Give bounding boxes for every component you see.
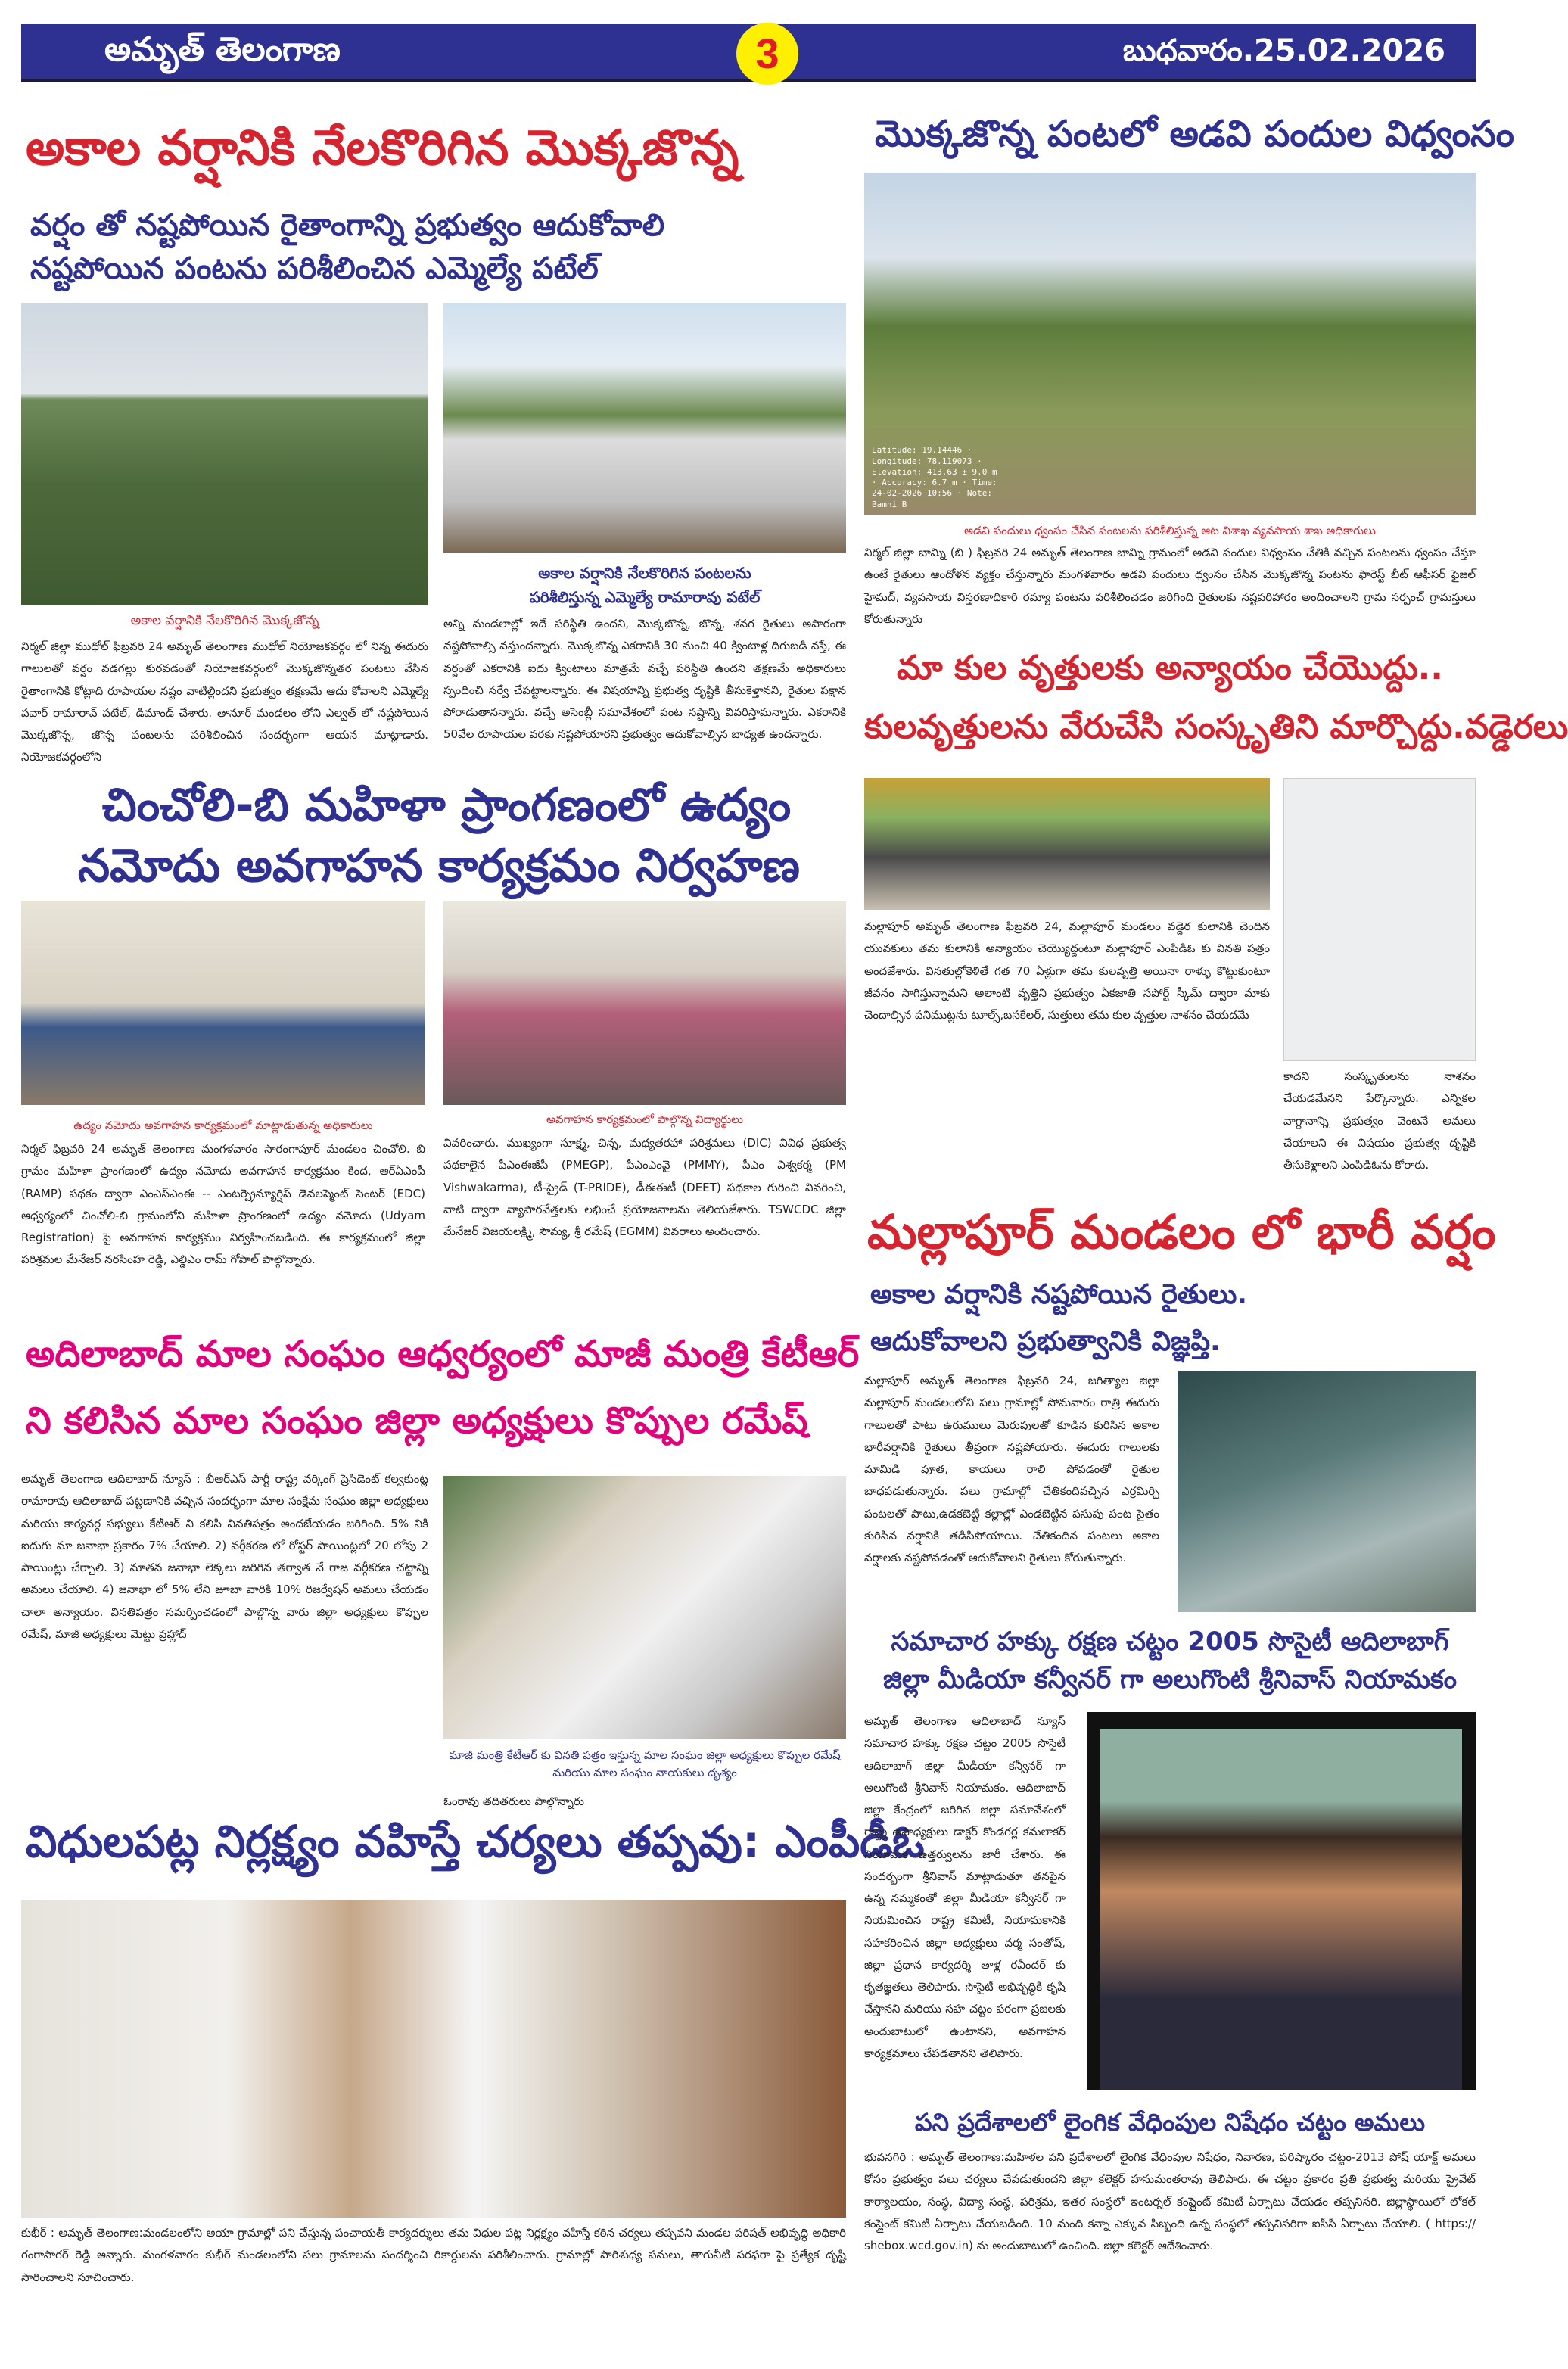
photo-mpdo-inspection (21, 1900, 846, 2218)
headline-vaddera-2: కులవృత్తులను వేరుచేసి సంస్కృతిని మార్చొద్దు.వడ్డెరలు (864, 708, 1568, 746)
article-body: భువనగిరి : అమృత్ తెలంగాణ:మహిళల పని ప్రదేశాలలో లైంగిక వేధింపుల నిషేధం, నివారణ, పరిష్కారం చట్టం-2013 పోష్ యాక్ట్ అమలు కోసం ప్రభుత్వం పలు చర్యలు చేపడుతుందని జిల్లా కలెక్టర్ హనుమంతరావు తెలిపారు. ఈ చట్టం ప్రకారం ప్రతి ప్రభుత్వ మరియు ప్రైవేట్ కార్యాలయం, సంస్థ, విద్యా సంస్థ, పరిశ్రమ, ఇతర సంస్థలో ఇంటర్నల్ కంప్లైంట్ కమిటీ ఏర్పాటు చేయడం తప్పనిసరి. జిల్లాస్థాయిలో లోకల్ కంప్లైంట్ కమిటీ ఏర్పాటు చేయబడింది. 10 మంది కన్నా ఎక్కువ సిబ్బంది ఉన్న సంస్థలో తప్పనిసరిగా ఐసీసీ ఏర్పాటు చేయాలి. ( https:// shebox.wcd.gov.in) ను అందుబాటులో ఉంచింది. జిల్లా కలెక్టర్ ఆదేశించారు. (864, 2150, 1476, 2252)
gps-stamp: Latitude: 19.14446 · Longitude: 78.119073 · Elevation: 413.63 ± 9.0 m · Accuracy: 6.7 m · Time: 24-02-2026 10:56 · Note: Bamni B (872, 445, 997, 509)
headline-mala-sangham: అదిలాబాద్ మాల సంఘం ఆధ్వర్యంలో మాజీ మంత్రి కేటీఆర్ (26, 1333, 860, 1375)
article-body: వివరించారు. ముఖ్యంగా సూక్ష్మ, చిన్న, మధ్యతరహా పరిశ్రమలు (DIC) వివిధ ప్రభుత్వ పథకాలైన పీఎంఈజీపీ (PMEGP), పీఎంఎంవై (PMMY), పీఎం విశ్వకర్మ (PM Vishwakarma), టీ-ప్రైడ్ (T-PRIDE), డీఈఈటీ (DEET) పథకాల గురించి వివరించి, వాటి ద్వారా వ్యాపారవేత్తలకు లభించే ప్రయోజనాలను తెలియజేశారు. TSWCDC జిల్లా మేనేజర్ విజయలక్ష్మి, సౌమ్య, శ్రీ రమేష్ (EGMM) వివరాలు అందించారు. (443, 1136, 846, 1238)
photo-vaddera-group (864, 778, 1270, 910)
headline-mpdo: విధులపట్ల నిర్లక్ష్యం వహిస్తే చర్యలు తప్పవు: ఎంపీడీఓ (26, 1816, 925, 1867)
subheadline: వర్షం తో నష్టపోయిన రైతాంగాన్ని ప్రభుత్వం ఆదుకోవాలి (30, 208, 665, 243)
newspaper-logo: అమృత్ తెలంగాణ (104, 30, 341, 69)
headline-rti-2: జిల్లా మీడియా కన్వీనర్ గా అలుగొంటి శ్రీనివాస్ నియామకం (883, 1664, 1457, 1695)
headline-posh-act: పని ప్రదేశాలలో లైంగిక వేధింపుల నిషేధం చట్టం అమలు (914, 2108, 1426, 2137)
headline-udyam-2: నమోదు అవగాహన కార్యక్రమం నిర్వహణ (78, 839, 800, 892)
photo-wild-boar-damage (864, 173, 1476, 515)
headline-mala-sangham-2: ని కలిసిన మాల సంఘం జిల్లా అధ్యక్షులు కొప్పుల రమేష్ (26, 1399, 808, 1442)
subheadline: ఆదుకోవాలని ప్రభుత్వానికి విజ్ఞప్తి. (870, 1326, 1221, 1357)
masthead (21, 24, 1476, 82)
article-body: కుభీర్ : అమృత్ తెలంగాణ:మండలంలోని అయా గ్రామాల్లో పని చేస్తున్న పంచాయతీ కార్యదర్శులు తమ విధుల పట్ల నిర్లక్ష్యం వహిస్తే కఠిన చర్యలు తప్పవని మండల పరిషత్ అభివృద్ధి అధికారి గంగాసాగర్ రెడ్డి అన్నారు. మంగళవారం కుభీర్ మండలంలోని పలు గ్రామాలను సందర్శించి రికార్డులను పరిశీలించారు. గ్రామాల్లో పారిశుధ్య పనులు, తాగునీటి సరఫరా పై ప్రత్యేక దృష్టి సారించాలని సూచించారు. (21, 2226, 846, 2284)
issue-date: బుధవారం.25.02.2026 (1122, 33, 1445, 68)
photo-caption: అవగాహన కార్యక్రమంలో పాల్గొన్న విద్యార్థులు (546, 1113, 743, 1126)
article-body: మల్లాపూర్ అమృత్ తెలంగాణ ఫిబ్రవరి 24, జగిత్యాల జిల్లా మల్లాపూర్ మండలంలోని పలు గ్రామాల్లో సోమవారం రాత్రి ఈదురు గాలులతో పాటు ఉరుములు మెరుపులతో కూడిన కురిసిన అకాల భారీవర్షానికి రైతులు తీవ్రంగా నష్టపోయారు. ఈదురు గాలులకు మామిడి పూత, కాయలు రాలి పోవడంతో రైతుల బాధపడుతున్నారు. పలు గ్రామాల్లో చేతికందివచ్చిన ఎర్రమిర్చి పంటలతో పాటు,ఉడకబెట్టి కల్లాల్లో ఎండబెట్టిన పసుపు పంట సైతం కురిసిన వర్షానికి తడిసిపోయాయి. చేతికందిన పంటలు అకాల వర్షాలకు నష్టపోవడంతో ఆదుకోవాలని రైతులు కోరుతున్నారు. (864, 1374, 1159, 1564)
photo-udyam-officials (21, 901, 425, 1105)
photo-caption: మాజీ మంత్రి కేటీఆర్ కు వినతి పత్రం ఇస్తున్న మాల సంఘం జిల్లా అధ్యక్షులు కొప్పుల రమేష్ మరియు మాల సంఘం నాయకులు దృశ్యం (449, 1748, 841, 1779)
photo-caption: పరిశీలిస్తున్న ఎమ్మెల్యే రామారావు పటేల్ (529, 588, 761, 606)
article-body: అన్ని మండలాల్లో ఇదే పరిస్థితి ఉందని, మొక్కజొన్న, జొన్న, శనగ రైతులు అపారంగా నష్టపోవాల్సి వస్తుందన్నారు. మొక్కజొన్న ఎకరానికి 30 నుంచి 40 క్వింటాళ్ల దిగుబడి వస్తే, ఈ వర్షంతో ఎకరానికి ఐదు క్వింటాలు మాత్రమే వచ్చే పరిస్థితి ఉందని తక్షణమే అధికారులు స్పందించి సర్వే చేపట్టాలన్నారు. ఈ విషయాన్ని ప్రభుత్వ దృష్టికి తీసుకెళ్తానని, రైతుల పక్షాన పోరాడుతానన్నారు. వచ్చే అసెంబ్లీ సమావేశంలో పంట నష్టాన్ని వివరిస్తామన్నారు. ఎకరానికి 50వేల రూపాయల వరకు నష్టపోయారని ప్రభుత్వం ఆదుకోవాల్సిన బాధ్యత ఉందన్నారు. (443, 617, 846, 742)
article-body: నిర్మల్ జిల్లా బామ్ని (బి ) ఫిబ్రవరి 24 అమృత్ తెలంగాణ బామ్ని గ్రామంలో అడవి పందుల విధ్వంసం చేతికి వచ్చిన పంటలను ధ్వంసం చేస్తూ ఉంటే రైతులు ఆందోళన వ్యక్తం చేస్తున్నారు మంగళవారం అడవి పందులు ధ్వంసం చేసిన మొక్కజొన్న పంటను ఫారెస్ట్ బీట్ ఆఫీసర్ ఫైజల్ హైమద్, వ్యవసాయ విస్తరణాధికారి రమ్యా పంటను పరిశీలించడం జరిగింది రైతులకు నష్టపరిహారం అందించాలని గ్రామ సర్పంచ్ గ్రామస్తులు కోరుతున్నారు (864, 546, 1476, 626)
article-body: నిర్మల్ జిల్లా ముధోల్ ఫిబ్రవరి 24 అమృత్ తెలంగాణ ముధోల్ నియోజకవర్గం లో నిన్న ఈదురు గాలులతో వర్షం వడగల్లు కురవడంతో నియోజకవర్గంలో మొక్కజొన్నతర పంటలు వేసిన రైతాంగానికి కోట్లాది రూపాయల నష్టం వాటిల్లిందని ప్రభుత్వం తక్షణమే ఆదు కోవాలని ఎమ్మెల్యే పవార్ రామారావ్ పటేల్, డిమాండ్ చేశారు. తానూర్ మండలం లోని ఎల్వత్ లో నష్టపోయిన మొక్కజొన్న, జొన్న పంటలను పరిశీలించిన సందర్భంగా ఆయన మాట్లాడారు. నియోజకవర్గంలోని (21, 640, 428, 764)
photo-caption: ఉద్యం నమోదు అవగాహన కార్యక్రమంలో మాట్లాడుతున్న అధికారులు (73, 1119, 373, 1132)
article-body: ఓంరావు తదితరులు పాల్గొన్నారు (443, 1795, 584, 1808)
article-body: అమృత్ తెలంగాణ ఆదిలాబాద్ న్యూస్ సమాచార హక్కు రక్షణ చట్టం 2005 సొసైటీ ఆదిలాబాగ్ జిల్లా మీడియా కన్వీనర్ గా అలుగొంటి శ్రీనివాస్ నియామకం. ఆదిలాబాద్ జిల్లా కేంద్రంలో జరిగిన జిల్లా సమావేశంలో రాష్ట్ర ఉపాధ్యక్షులు డాక్టర్ కొండగర్ల కమలాకర్ నియామక ఉత్తర్వులను జారీ చేశారు. ఈ సందర్భంగా శ్రీనివాస్ మాట్లాడుతూ తనపైన ఉన్న నమ్మకంతో జిల్లా మీడియా కన్వీనర్ గా నియమించిన రాష్ట్ర కమిటీ, నియామకానికి సహకరించిన జిల్లా అధ్యక్షులు వర్మ సంతోష్, జిల్లా ప్రధాన కార్యదర్శి తాళ్ల రవీందర్ కు కృతజ్ఞతలు తెలిపారు. సొసైటీ అభివృద్ధికి కృషి చేస్తానని మరియు సహ చట్టం పరంగా ప్రజలకు అందుబాటులో ఉంటానని, అవగాహన కార్యక్రమాలు చేపడతానని తెలిపారు. (864, 1714, 1066, 2060)
portrait-image (1100, 1729, 1462, 2090)
article-body: మల్లాపూర్ అమృత్ తెలంగాణ ఫిబ్రవరి 24, మల్లాపూర్ మండలం వడ్డెర కులానికి చెందిన యువకులు తమ కులానికి అన్యాయం చెయ్యొద్దంటూ మల్లాపూర్ ఎంపిడిఓ కు వినతి పత్రం అందజేశారు. వినతుల్లోకెళితే గత 70 ఏళ్లుగా తమ కులవృత్తి అయినా రాళ్ళు కొట్టుకుంటూ జీవనం సాగిస్తున్నామని అలాంటి వృత్తిని ప్రభుత్వం ఏకజాతి సపోర్ట్ స్కీమ్ ద్వారా మాకు చెందాల్సిన పనిముట్లను టూల్స్,బసకేలర్, సుత్తులు తమ కుల వృత్తుల నాశనం చేయదమే (864, 920, 1270, 1022)
page-number-badge: 3 (736, 23, 798, 85)
headline-mallapur-rain: మల్లాపూర్ మండలం లో భారీ వర్షం (867, 1204, 1496, 1259)
headline-wild-boar: మొక్కజొన్న పంటలో అడవి పందుల విధ్వంసం (875, 113, 1514, 155)
photo-heavy-rain (1178, 1371, 1476, 1612)
headline-maize-rain: అకాల వర్షానికి నేలకొరిగిన మొక్కజొన్న (26, 120, 739, 176)
article-body: నిర్మల్ ఫిబ్రవరి 24 అమృత్ తెలంగాణ మంగళవారం సారంగాపూర్ మండలం చించోలి. బి గ్రామం మహిళా ప్రాంగణంలో ఉద్యం నమోదు అవగాహన కార్యక్రమం కింద, ఆర్ఏఎంపీ (RAMP) పథకం ద్వారా ఎంఎస్ఎంఈ -- ఎంటర్ప్రెన్యూర్షిప్ డెవలప్మెంట్ సెంటర్ (EDC) ఆధ్వర్యంలో చించోలి-బి గ్రామంలోని మహిళా ప్రాంగణంలో ఉద్యం నమోదు (Udyam Registration) పై అవగాహన కార్యక్రమం నిర్వహించబడింది. ఈ కార్యక్రమంలో జిల్లా పరిశ్రమల మేనేజర్ నరసింహ రెడ్డి, ఎల్డిఎం రామ్ గోపాల్ పాల్గొన్నారు. (21, 1142, 425, 1267)
article-body: కాదని సంస్కృతులను నాశనం చేయడమేనని పేర్కొన్నారు. ఎన్నికల వాగ్దానాన్ని ప్రభుత్వం వెంటనే అమలు చేయాలని ఈ విషయం ప్రభుత్వ దృష్టికి తీసుకెళ్లాలని ఎంపిడిఓను కోరారు. (1283, 1069, 1476, 1172)
photo-mla-inspection (443, 303, 846, 553)
photo-ktr-memorandum (443, 1476, 846, 1739)
photo-caption: అడవి పందులు ధ్వంసం చేసిన పంటలను పరిశీలిస్తున్న ఆట విశాఖ వ్యవసాయ శాఖ అధికారులు (964, 524, 1376, 537)
photo-students (443, 901, 846, 1105)
subheadline: నష్టపోయిన పంటను పరిశీలించిన ఎమ్మెల్యే పటేల్ (30, 251, 599, 286)
photo-caption: అకాల వర్షానికి నేలకొరిగిన మొక్కజొన్న (130, 613, 319, 628)
subheadline: అకాల వర్షానికి నష్టపోయిన రైతులు. (870, 1279, 1248, 1310)
photo-petition-letter (1283, 778, 1476, 1061)
article-body: అమృత్ తెలంగాణ ఆదిలాబాద్ న్యూస్ : బీఆర్ఎస్ పార్టీ రాష్ట్ర వర్కింగ్ ప్రెసిడెంట్ కల్వకుంట్ల రామారావు ఆదిలాబాద్ పట్టణానికి వచ్చిన సందర్భంగా మాల సంక్షేమ సంఘం జిల్లా అధ్యక్షులు మరియు కార్యవర్గ సభ్యులు కేటీఆర్ ని కలిసి వినతిపత్రం అందజేయడం జరిగింది. 5% నికి ఐదుగు మా జనాభా ప్రకారం 7% చేయాలి. 2) వర్గీకరణ లో రోస్టర్ పాయింట్లలో 20 లోపు 2 పాయింట్లు చేర్చాలి. 3) నూతన జనాభా లెక్కలు జరిగిన తర్వాత నే రాజ వర్గీకరణ చట్టాన్ని అమలు చేయాలి. 4) జనాభా లో 5% లేని జూబా వారికి 10% రిజర్వేషన్ అమలు చేయడం చాలా అన్యాయం. వినతిపత్రం సమర్పించడంలో పాల్గొన్న వారు జిల్లా అధ్యక్షులు కొప్పుల రమేష్, మాజీ అధ్యక్షులు మెట్టు ప్రహ్లాద్ (21, 1472, 428, 1641)
photo-fallen-maize (21, 303, 428, 605)
headline-udyam: చించోలి-బి మహిళా ప్రాంగణంలో ఉద్యం (101, 779, 792, 832)
headline-rti: సమాచార హక్కు రక్షణ చట్టం 2005 సొసైటీ ఆదిలాబాగ్ (891, 1627, 1449, 1657)
photo-srinivas-portrait (1087, 1712, 1476, 2090)
photo-caption: అకాల వర్షానికి నేలకొరిగిన పంటలను (538, 564, 751, 582)
headline-vaddera: మా కుల వృత్తులకు అన్యాయం చేయొద్దు.. (896, 649, 1443, 687)
